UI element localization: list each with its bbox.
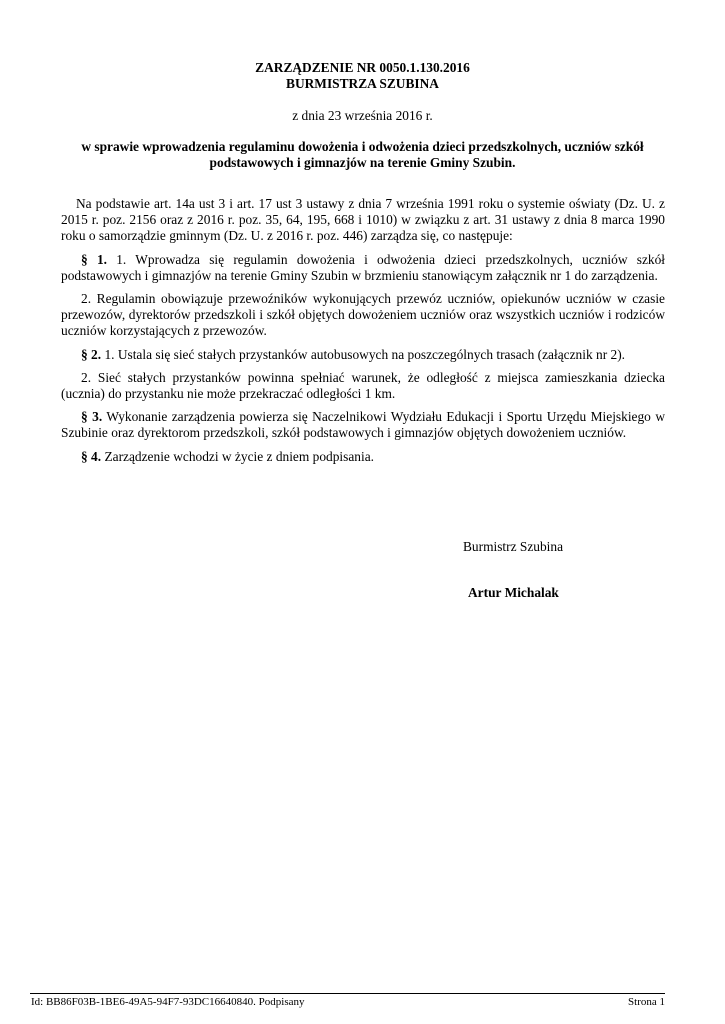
section-1-text-1: 1. Wprowadza się regulamin dowożenia i odwożenia dzieci przedszkolnych, uczniów szkół podstawowych i gimnazjów na terenie Gminy Szubin w brzmieniu stanowiącym załącznik nr 1 do zarządzenia. (61, 251, 665, 283)
preamble-paragraph: Na podstawie art. 14a ust 3 i art. 17 ust 3 ustawy z dnia 7 września 1991 roku o systemie oświaty (Dz. U. z 2015 r. poz. 2156 oraz z 2016 r. poz. 35, 64, 195, 668 i 1010) w związku z art. 31 ustawy z dnia 8 marca 1990 roku o samorządzie gminnym (Dz. U. z 2016 r. poz. 446) zarządza się, co następuje: (61, 196, 665, 244)
section-3-text: Wykonanie zarządzenia powierza się Naczelnikowi Wydziału Edukacji i Sportu Urzędu Miejskiego w Szubinie oraz dyrektorom przedszkoli, szkół podstawowych i gimnazjów objętych dowożeniem uczniów. (61, 409, 665, 441)
section-3-paragraph (61, 409, 665, 441)
signature-role: Burmistrz Szubina (463, 539, 564, 554)
title-line-2: BURMISTRZA SZUBINA (286, 76, 439, 91)
document-title (0, 60, 725, 92)
section-4-text: Zarządzenie wchodzi w życie z dniem podpisania. (101, 448, 374, 464)
section-1-label: § 1. (81, 251, 107, 267)
section-4-label: § 4. (81, 448, 102, 464)
document-body (61, 196, 665, 472)
section-1-paragraph-2: 2. Regulamin obowiązuje przewoźników wykonujących przewóz uczniów, opiekunów uczniów w czasie przewozów, dyrektorów przedszkoli i szkół objętych dowożeniem uczniów oraz wszystkich uczniów i rodziców uczniów korzystających z przewozów. (61, 291, 665, 339)
subject-line-2: podstawowych i gimnazjów na terenie Gminy Szubin. (209, 155, 516, 170)
section-2-paragraph-1 (61, 347, 665, 363)
footer-document-id: Id: BB86F03B-1BE6-49A5-94F7-93DC16640840. Podpisany (31, 996, 305, 1008)
document-subject (0, 139, 725, 171)
footer-page-number: Strona 1 (628, 996, 665, 1008)
section-4-paragraph (61, 449, 665, 465)
section-2-label: § 2. (81, 346, 102, 362)
document-date: z dnia 23 września 2016 r. (292, 108, 433, 123)
title-line-1: ZARZĄDZENIE NR 0050.1.130.2016 (255, 60, 470, 75)
section-2-text-1: 1. Ustala się sieć stałych przystanków autobusowych na poszczególnych trasach (załącznik nr 2). (101, 346, 626, 362)
footer-divider (30, 993, 665, 994)
signature-name: Artur Michalak (468, 585, 559, 600)
section-1-paragraph-1 (61, 252, 665, 284)
subject-line-1: w sprawie wprowadzenia regulaminu dowożenia i odwożenia dzieci przedszkolnych, uczniów szkół (81, 139, 644, 154)
section-3-label: § 3. (81, 409, 103, 425)
section-2-paragraph-2: 2. Sieć stałych przystanków powinna spełniać warunek, że odległość z miejsca zamieszkania dziecka (ucznia) do przystanku nie może przekraczać odległości 1 km. (61, 369, 665, 402)
